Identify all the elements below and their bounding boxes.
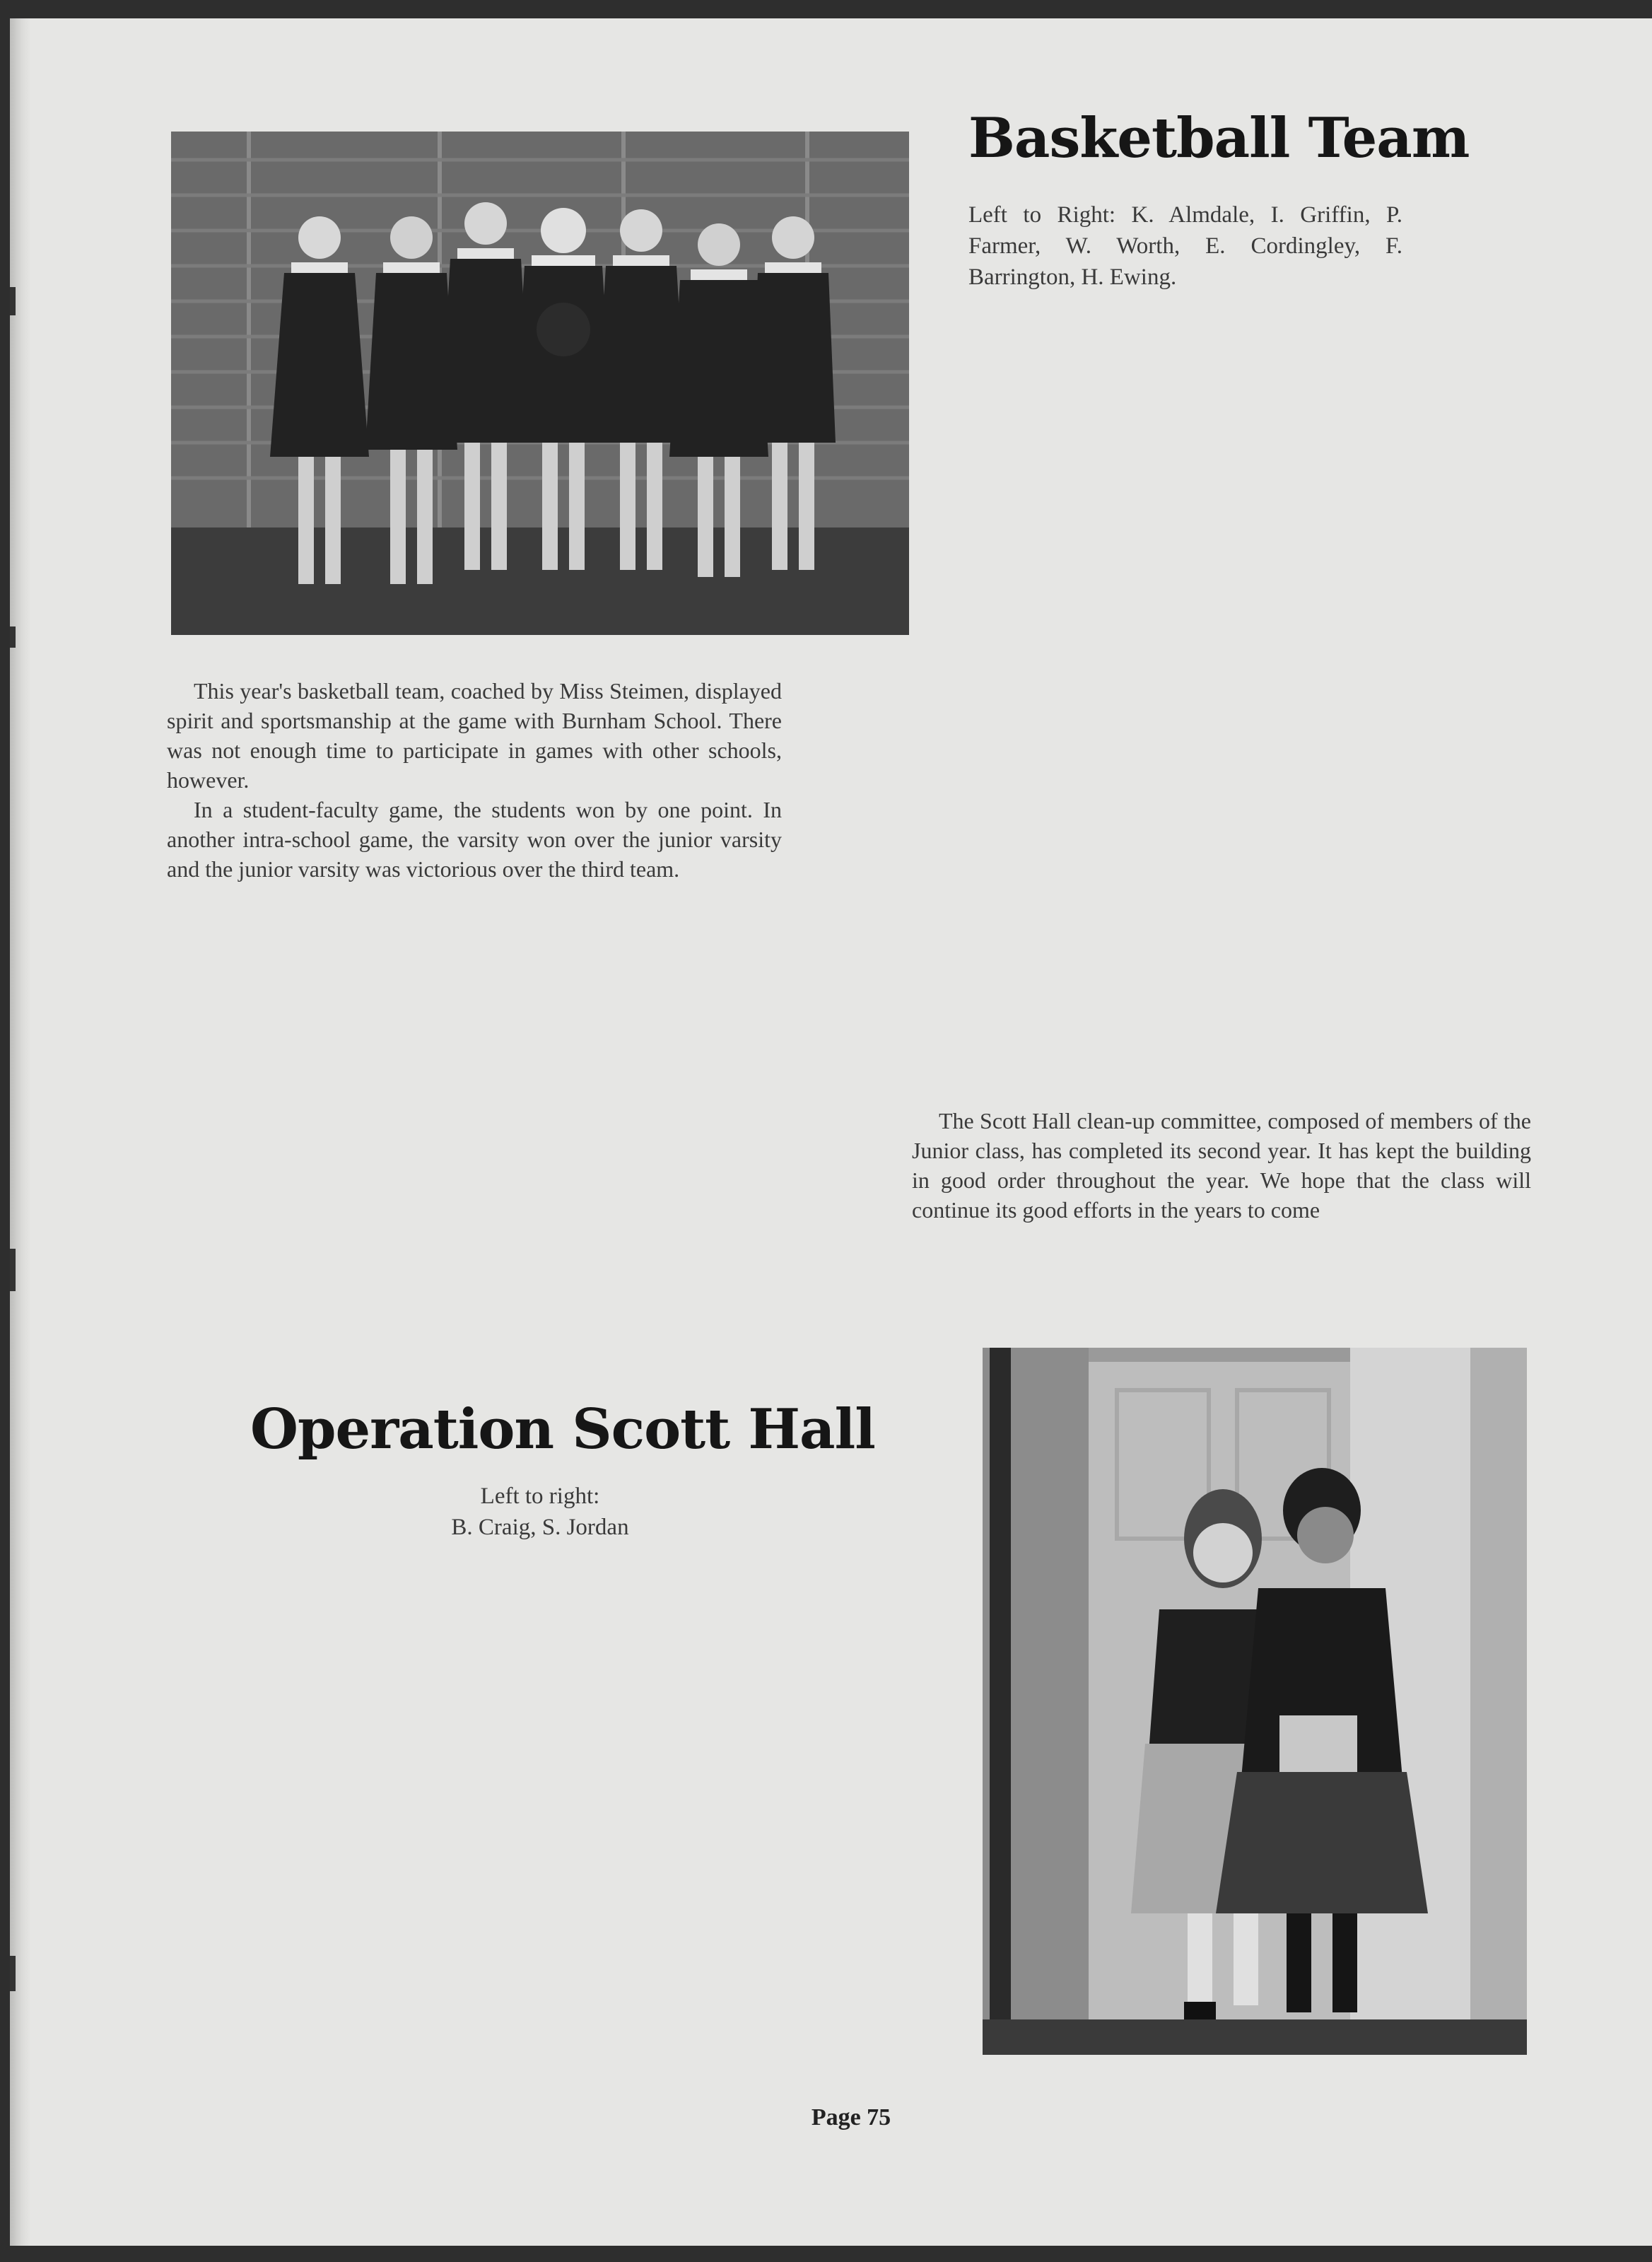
scott-hall-paragraph: The Scott Hall clean-up committee, composed of members of the Junior class, has completed its second year. It has kept the building in good order throughout the year. We hope that the class will continue its good efforts in the years to come — [912, 1108, 1531, 1223]
basketball-team-photo — [171, 132, 909, 635]
two-students-photo-icon — [983, 1348, 1527, 2055]
gutter-mark — [10, 1956, 16, 1991]
gutter-mark — [10, 1249, 16, 1291]
scott-hall-article — [912, 1106, 1531, 1225]
basketball-caption: Left to Right: K. Almdale, I. Griffin, P. Farmer, W. Worth, E. Cordingley, F. Barrington, H. Ewing. — [968, 202, 1402, 290]
gutter-mark — [10, 287, 16, 315]
basketball-article — [167, 676, 782, 884]
basketball-paragraph-2: In a student-faculty game, the students won by one point. In another intra-school game, the varsity won over the junior varsity and the junior varsity was victorious over the third team. — [167, 797, 782, 882]
gutter-mark — [10, 626, 16, 648]
scott-hall-title: Operation Scott Hall — [250, 1397, 875, 1462]
basketball-title: Basketball Team — [968, 106, 1470, 170]
scott-hall-photo — [983, 1348, 1527, 2055]
scott-hall-caption-line-1: Left to right: — [480, 1483, 600, 1509]
team-photo-icon — [171, 132, 909, 635]
page-number: Page 75 — [811, 2104, 891, 2130]
scott-hall-caption — [250, 1481, 830, 1543]
page-binding — [10, 18, 31, 2246]
scott-hall-caption-line-2: B. Craig, S. Jordan — [451, 1515, 629, 1540]
yearbook-page — [10, 18, 1652, 2246]
basketball-paragraph-1: This year's basketball team, coached by Miss Steimen, displayed spirit and sportsmanship at the game with Burnham School. There was not enough time to participate in games with other schools, however. — [167, 678, 782, 793]
